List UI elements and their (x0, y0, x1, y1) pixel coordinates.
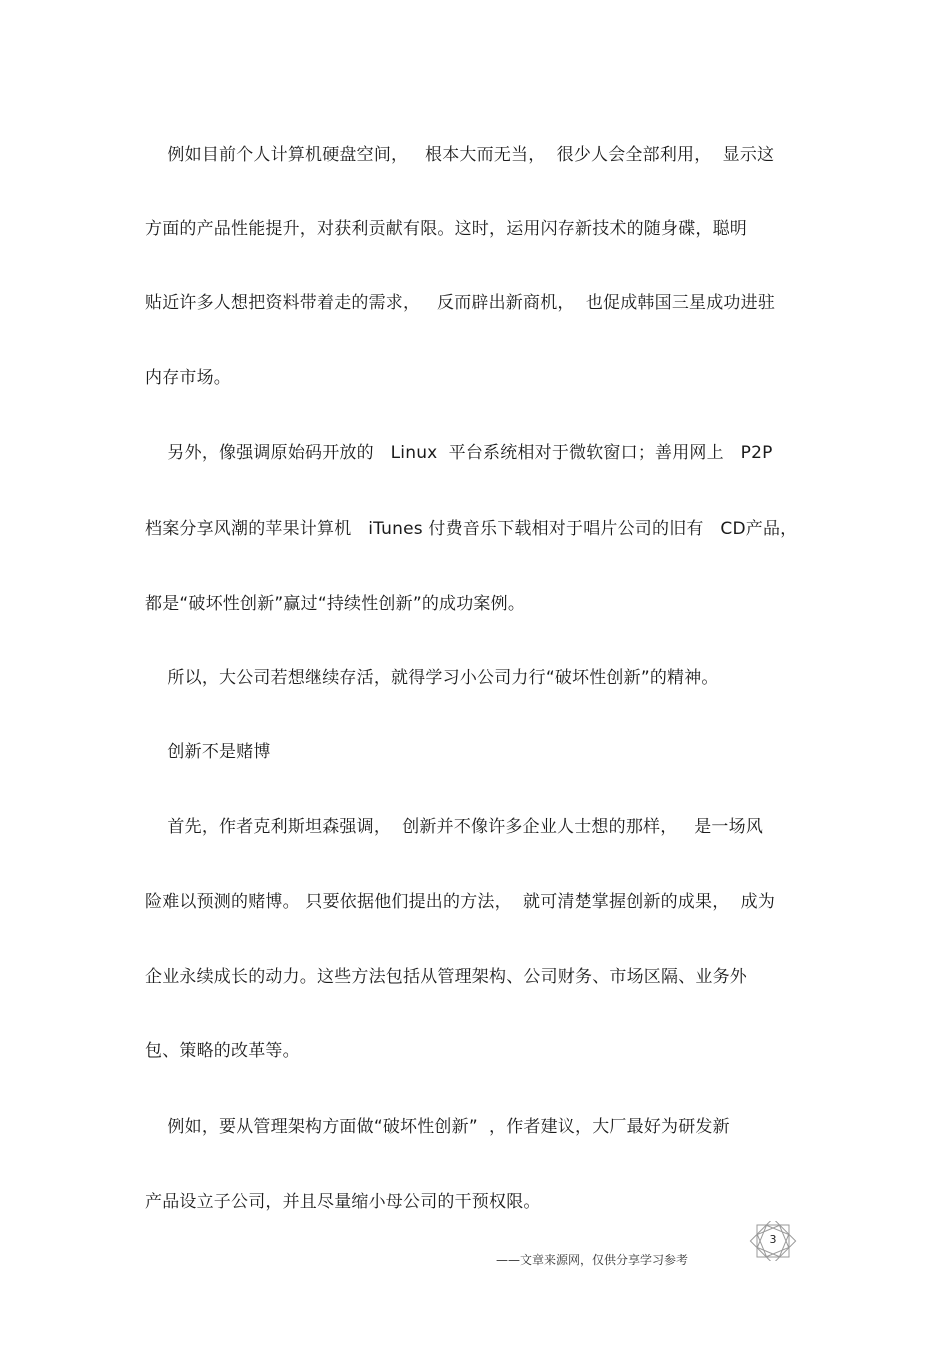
page-number: 3 (769, 1233, 777, 1246)
paragraph-line: 险难以预测的赌博。 只要依据他们提出的方法， 就可清楚掌握创新的成果， 成为 (145, 892, 776, 912)
paragraph-line: 贴近许多人想把资料带着走的需求， 反而辟出新商机， 也促成韩国三星成功进驻 (145, 293, 776, 313)
paragraph-line: 另外，像强调原始码开放的 Linux 平台系统相对于微软窗口；善用网上 P2P (145, 443, 773, 463)
paragraph-line: 企业永续成长的动力。这些方法包括从管理架构、公司财务、市场区隔、业务外 (145, 967, 747, 987)
paragraph-line: 内存市场。 (145, 368, 231, 388)
source-note: ——文章来源网，仅供分享学习参考 (496, 1253, 689, 1267)
paragraph-line: 所以，大公司若想继续存活，就得学习小公司力行“破坏性创新”的精神。 (145, 668, 719, 688)
section-heading: 创新不是赌博 (145, 742, 271, 762)
paragraph-line: 方面的产品性能提升，对获利贡献有限。这时，运用闪存新技术的随身碟，聪明 (145, 219, 747, 239)
paragraph-line: 产品设立子公司，并且尽量缩小母公司的干预权限。 (145, 1192, 541, 1212)
paragraph-line: 包、策略的改革等。 (145, 1041, 300, 1061)
page-number-badge (749, 1221, 797, 1261)
paragraph-line: 例如，要从管理架构方面做“破坏性创新” ，作者建议，大厂最好为研发新 (145, 1117, 730, 1137)
paragraph-line: 首先，作者克利斯坦森强调， 创新并不像许多企业人士想的那样， 是一场风 (145, 817, 764, 837)
paragraph-line: 都是“破坏性创新”赢过“持续性创新”的成功案例。 (145, 594, 526, 614)
paragraph-line: 档案分享风潮的苹果计算机 iTunes 付费音乐下载相对于唱片公司的旧有 CD产品， (145, 519, 798, 539)
paragraph-line: 例如目前个人计算机硬盘空间， 根本大而无当， 很少人会全部利用， 显示这 (145, 145, 775, 165)
